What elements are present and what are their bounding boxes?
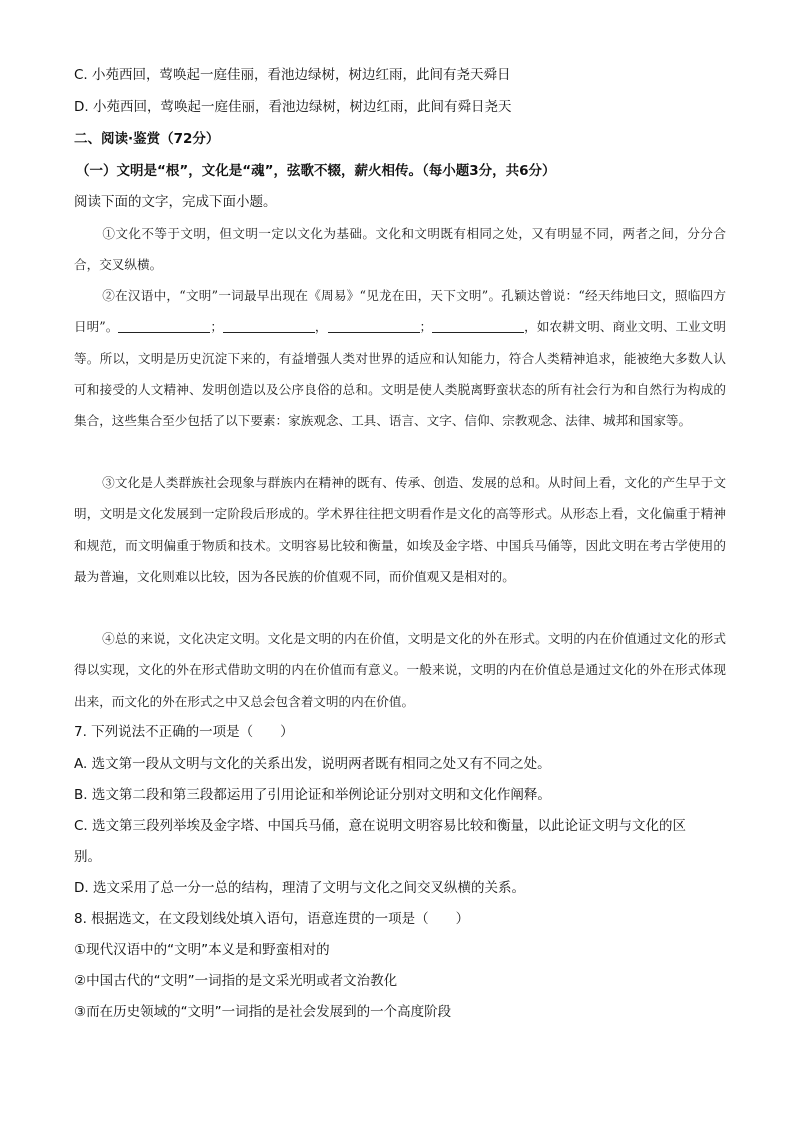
option-d-prev: D. 小苑西回，莺唤起一庭佳丽，看池边绿树，树边红雨，此间有舜日尧天: [74, 99, 512, 115]
paragraph-2-text-b: ，如农耕文明、商业文明、工业文明等。所以，文明是历史沉淀下来的，有益增强人类对世界的适应和认知能力，符合人类精神追求，能被绝大多数人认可和接受的人文精神、发明创造以及公序良俗的总和。文明是使人类脱离野蛮状态的所有社会行为和自然行为构成的集合，这些集合至少包括了以下要素：家族观念、工具、语言、文字、信仰、宗教观念、法律、城邦和国家等。: [74, 319, 726, 429]
passage-paragraph-2: ②在汉语中，“文明”一词最早出现在《周易》“见龙在田，天下文明”。孔颖达曾说：“经天纬地曰文，照临四方日明”。 ； ， ； ，如农耕文明、商业文明、工业文明等。所以，文明是历史沉淀下来的，有益增强人类对世界的适应和认知能力，符合人类精神追求，能被绝大多数人认可和接受的人文精神、发明创造以及公序良俗的总和。文明是使人类脱离野蛮状态的所有社会行为和自然行为构成的集合，这些集合至少包括了以下要素：家族观念、工具、语言、文字、信仰、宗教观念、法律、城邦和国家等。: [74, 288, 726, 429]
passage-paragraph-4: [74, 623, 726, 717]
question-7-option-a: A. 选文第一段从文明与文化的关系出发，说明两者既有相同之处又有不同之处。: [74, 756, 551, 772]
section-subheading: （一）文明是“根”，文化是“魂”，弦歌不辍，薪火相传。（每小题3分，共6分）: [76, 163, 556, 179]
fill-blank-1: [118, 318, 210, 333]
question-7-option-c-continued: 别。: [74, 849, 101, 865]
passage-paragraph-3: [74, 467, 726, 592]
question-8-stem: 8. 根据选文，在文段划线处填入语句，语意连贯的一项是（ ）: [74, 911, 470, 927]
question-7-stem: 7. 下列说法不正确的一项是（ ）: [74, 724, 294, 740]
paragraph-1-text: ①文化不等于文明，但文明一定以文化为基础。文化和文明既有相同之处，又有明显不同，两者之间，分分合合，交叉纵横。: [74, 226, 726, 273]
passage-paragraph-1: [74, 218, 726, 281]
question-8-sentence-2: ②中国古代的“文明”一词指的是文采光明或者文治教化: [74, 973, 398, 989]
option-c-prev: C. 小苑西回，莺唤起一庭佳丽，看池边绿树，树边红雨，此间有尧天舜日: [74, 67, 511, 83]
reading-instruction: 阅读下面的文字，完成下面小题。: [74, 194, 277, 210]
paragraph-3-text: ③文化是人类群族社会现象与群族内在精神的既有、传承、创造、发展的总和。从时间上看，文化的产生早于文明，文明是文化发展到一定阶段后形成的。学术界往往把文明看作是文化的高等形式。从形态上看，文化偏重于精神和规范，而文明偏重于物质和技术。文明容易比较和衡量，如埃及金字塔、中国兵马俑等，因此文明在考古学使用的最为普遍，文化则难以比较，因为各民族的价值观不同，而价值观又是相对的。: [74, 475, 726, 584]
fill-blank-3: [328, 318, 420, 333]
question-8-sentence-1: ①现代汉语中的“文明”本义是和野蛮相对的: [74, 942, 330, 958]
paragraph-4-text: ④总的来说，文化决定文明。文化是文明的内在价值，文明是文化的外在形式。文明的内在价值通过文化的形式得以实现，文化的外在形式借助文明的内在价值而有意义。一般来说，文明的内在价值总是通过文化的外在形式体现出来，而文化的外在形式之中又总会包含着文明的内在价值。: [74, 631, 726, 709]
section-heading: 二、阅读·鉴赏（72分）: [74, 131, 220, 147]
paragraph-2-text-a: ②在汉语中，“文明”一词最早出现在《周易》“见龙在田，天下文明”。孔颖达曾说：“经天纬地曰文，照临四方日明”。: [74, 288, 726, 335]
question-7-option-d: D. 选文采用了总一分一总的结构，理清了文明与文化之间交叉纵横的关系。: [74, 880, 525, 896]
question-7-option-c: C. 选文第三段列举埃及金字塔、中国兵马俑，意在说明文明容易比较和衡量，以此论证文明与文化的区: [74, 818, 687, 834]
question-8-sentence-3: ③而在历史领域的“文明”一词指的是社会发展到的一个高度阶段: [74, 1004, 452, 1020]
fill-blank-4: [432, 318, 524, 333]
question-7-option-b: B. 选文第二段和第三段都运用了引用论证和举例论证分别对文明和文化作阐释。: [74, 787, 551, 803]
fill-blank-2: [223, 318, 315, 333]
